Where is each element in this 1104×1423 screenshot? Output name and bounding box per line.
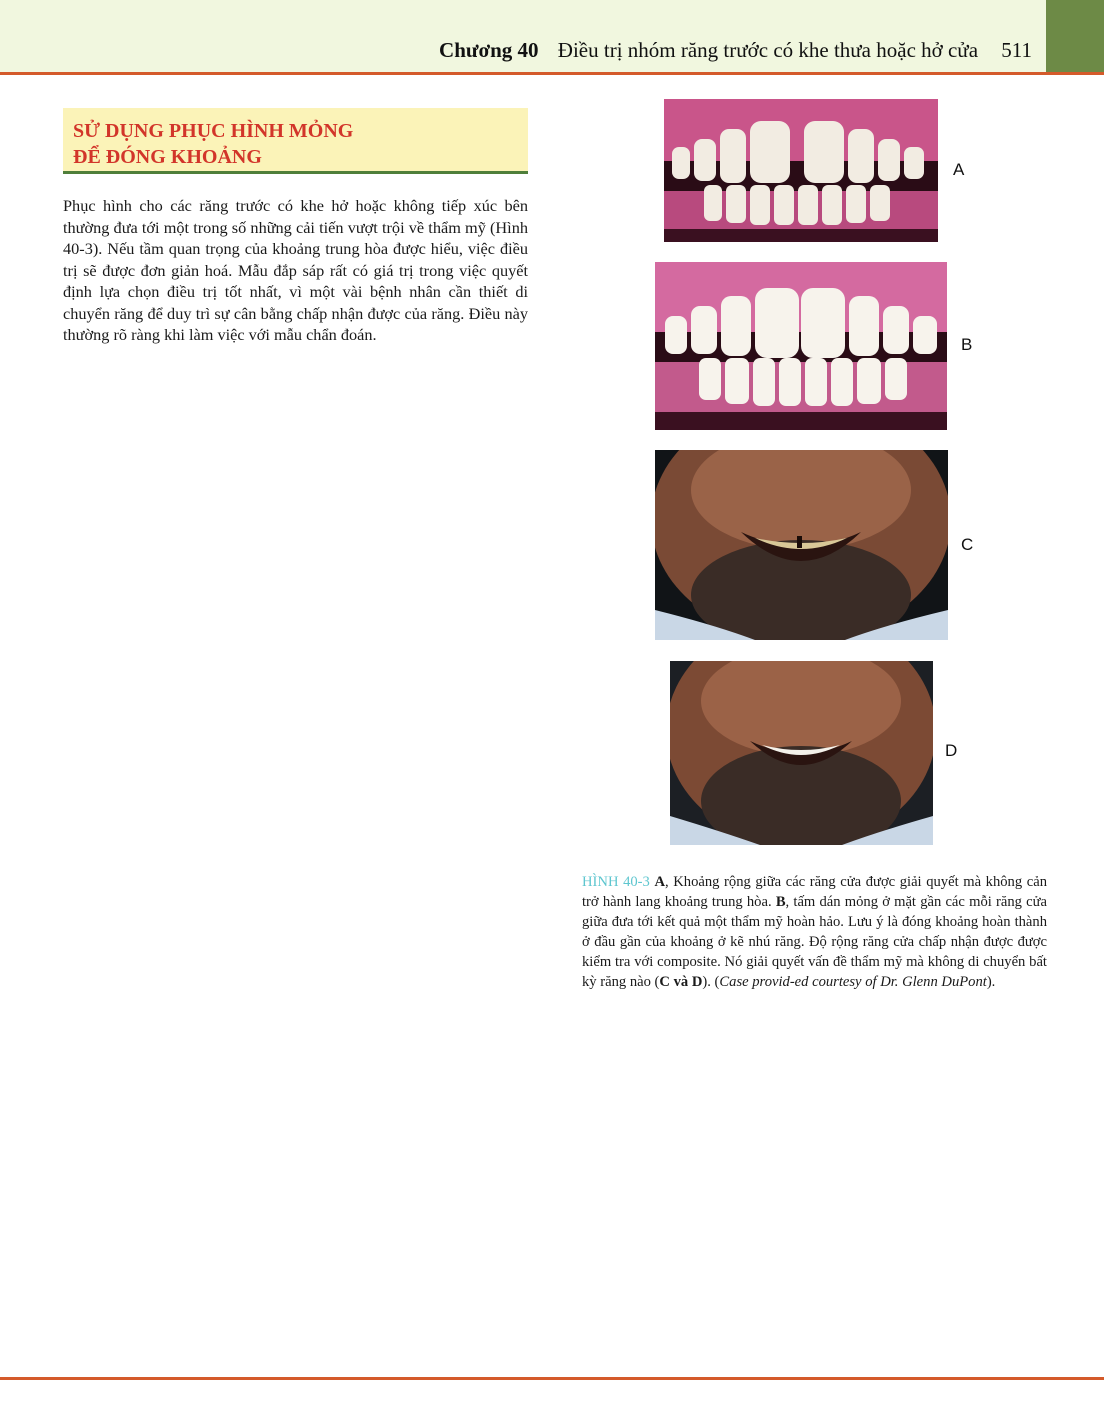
chapter-number: 40 [517, 38, 539, 62]
photo-a [664, 99, 938, 242]
caption-a-label: A [654, 874, 665, 890]
header-rule [0, 72, 1104, 75]
chapter-tab [1046, 0, 1104, 72]
chapter-title: Điều trị nhóm răng trước có khe thưa hoặc hở cửa [557, 38, 979, 62]
photo-c [655, 450, 948, 640]
footer-rule [0, 1377, 1104, 1380]
caption-a-text: , Khoảng rộng giữa các răng cửa được giải quyết mà không cản trở hành lang khoảng trung hòa. [582, 874, 1047, 910]
section-heading-box [63, 108, 528, 174]
section-heading-line1: SỬ DỤNG PHỤC HÌNH MỎNG [73, 120, 354, 142]
caption-cd-label: C và D [659, 974, 703, 990]
page-number: 511 [1001, 38, 1032, 62]
caption-b-text: , tấm dán mỏng ở mặt gần các mỗi răng cửa giữa đưa tới kết quả một thẩm mỹ hoàn hảo. Lưu ý là đóng khoảng hoàn thành ở đầu gần của khoảng ở kẽ nhú răng. Độ rộng răng cửa chấp nhận được được kiểm tra với composite. Nó giải quyết vấn đề thẩm mỹ mà không di chuyển bất kỳ răng nào ( [582, 894, 1047, 990]
photo-b [655, 262, 947, 430]
panel-label-a: A [953, 160, 965, 179]
section-heading-line2: ĐỂ ĐÓNG KHOẢNG [73, 146, 262, 168]
running-head [439, 38, 1032, 63]
figure-id: HÌNH 40-3 [582, 874, 650, 890]
caption-cd-text: ). ( [702, 974, 720, 990]
chapter-label: Chương [439, 38, 513, 62]
photo-d [670, 661, 933, 845]
caption-b-label: B [775, 894, 786, 910]
caption-end: ). [986, 974, 996, 990]
body-paragraph: Phục hình cho các răng trước có khe hở hoặc không tiếp xúc bên thường đưa tới một trong số những cải tiến vượt trội về thẩm mỹ (Hình 40-3). Nếu tầm quan trọng của khoảng trung hòa được hiểu, việc điều trị sẽ được đơn giản hoá. Mẫu đắp sáp rất có giá trị trong việc quyết định lựa chọn điều trị tốt nhất, vì một vài bệnh nhân cần thiết di chuyển răng để duy trì sự cân bằng chấp nhận được của răng. Điều này thường rõ ràng khi làm việc với mẫu chẩn đoán. [63, 196, 528, 344]
page-header [0, 0, 1104, 72]
caption-credit: Case provid-ed courtesy of Dr. Glenn DuPont [719, 974, 987, 990]
figure-caption [582, 872, 1047, 992]
panel-label-c: C [961, 535, 974, 554]
panel-label-d: D [945, 741, 958, 760]
panel-label-b: B [961, 335, 973, 354]
